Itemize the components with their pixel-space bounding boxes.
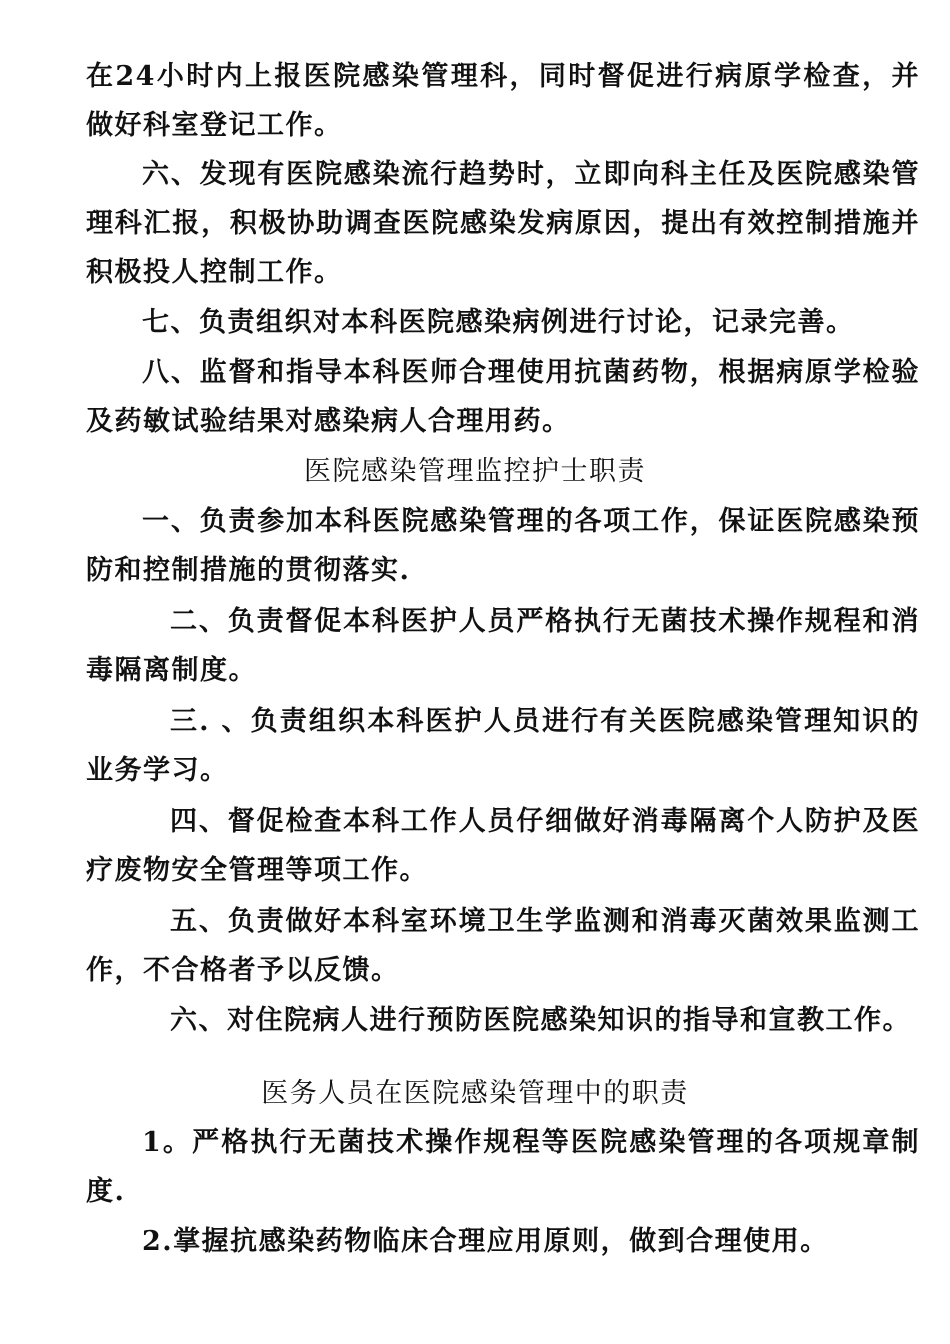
nurse-item-5: 五、负责做好本科室环境卫生学监测和消毒灭菌效果监测工作，不合格者予以反馈。 bbox=[86, 906, 920, 986]
continued-paragraph: 在24小时内上报医院感染管理科，同时督促进行病原学检查，并做好科室登记工作。 bbox=[86, 61, 920, 141]
doctor-item-8: 八、监督和指导本科医师合理使用抗菌药物，根据病原学检验及药敏试验结果对感染病人合理用药。 bbox=[86, 357, 920, 437]
nurse-item-2: 二、负责督促本科医护人员严格执行无菌技术操作规程和消毒隔离制度。 bbox=[86, 606, 920, 686]
staff-duties-heading: 医务人员在医院感染管理中的职责 bbox=[261, 1078, 689, 1109]
staff-item-2: 2.掌握抗感染药物临床合理应用原则，做到合理使用。 bbox=[142, 1226, 829, 1257]
nurse-item-4: 四、督促检查本科工作人员仔细做好消毒隔离个人防护及医疗废物安全管理等项工作。 bbox=[86, 806, 920, 886]
nurse-duties-heading: 医院感染管理监控护士职责 bbox=[304, 456, 646, 487]
nurse-item-1: 一、负责参加本科医院感染管理的各项工作，保证医院感染预防和控制措施的贯彻落实. bbox=[86, 506, 920, 586]
staff-item-1: 1。严格执行无菌技术操作规程等医院感染管理的各项规章制度. bbox=[86, 1127, 920, 1207]
nurse-item-6: 六、对住院病人进行预防医院感染知识的指导和宣教工作。 bbox=[170, 1005, 911, 1036]
nurse-item-3: 三. 、负责组织本科医护人员进行有关医院感染管理知识的业务学习。 bbox=[86, 706, 920, 786]
doctor-item-6: 六、发现有医院感染流行趋势时，立即向科主任及医院感染管理科汇报，积极协助调查医院感染发病原因，提出有效控制措施并积极投人控制工作。 bbox=[86, 159, 920, 288]
doctor-item-7: 七、负责组织对本科医院感染病例进行讨论，记录完善。 bbox=[142, 307, 855, 338]
